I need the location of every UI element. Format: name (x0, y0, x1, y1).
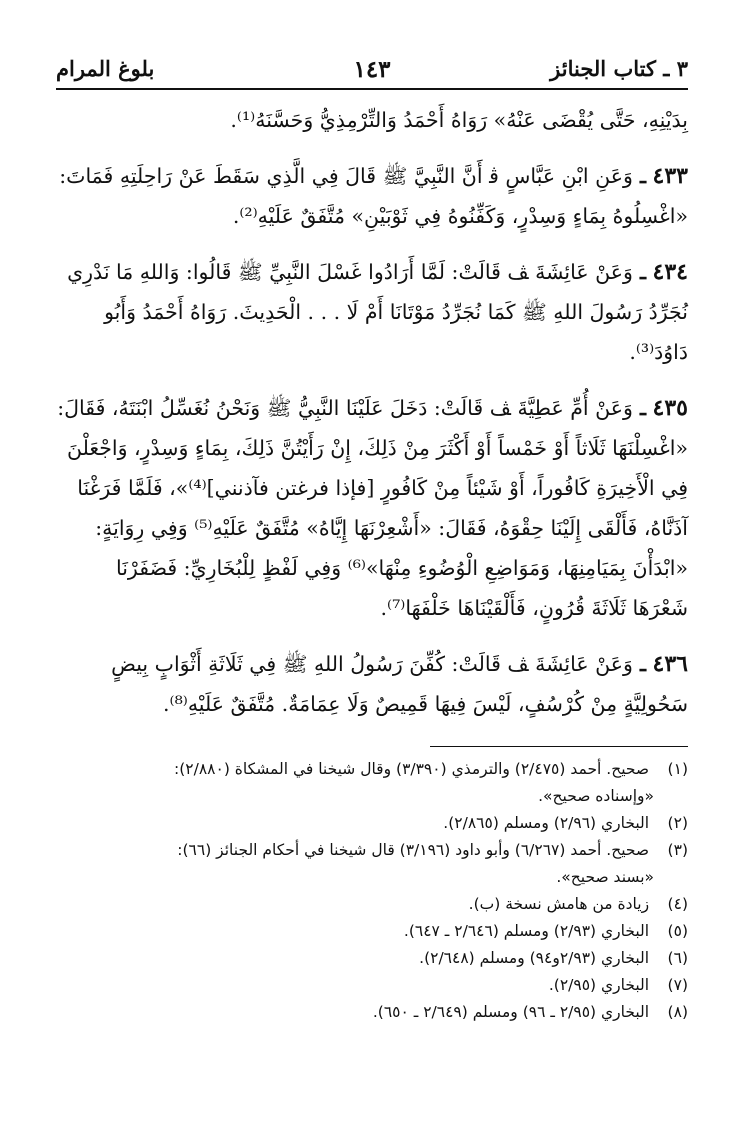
hadith-paragraph (56, 252, 688, 372)
hadith-number: ٤٣٦ (652, 651, 688, 677)
hadith-dash: ـ (632, 396, 647, 420)
footnotes (56, 756, 688, 1026)
hadith-paragraph (56, 388, 688, 628)
footnote-marker: (٧) (667, 976, 688, 994)
footnote-text: زيادة من هامش نسخة (ب). (468, 895, 650, 913)
hadith-text: وَعَنْ عَائِشَةَ ﭫ قَالَتْ: كُفِّنَ رَسُولُ اللهِ ﷺ فِي ثَلَاثَةِ أَثْوَابٍ بِيضٍ سَحُولِيَّةٍ مِنْ كُرْسُفٍ، لَيْسَ فِيهَا قَمِيصٌ وَلَا عِمَامَةٌ. مُتَّفَقٌ عَلَيْهِ⁽⁸⁾. (111, 652, 688, 716)
main-text (56, 100, 688, 740)
footnote-text: صحيح. أحمد (٢/٤٧٥) والترمذي (٣/٣٩٠) وقال شيخنا في المشكاة (٢/٨٨٠): (174, 760, 650, 778)
chapter-title: ٣ ـ كتاب الجنائز (550, 56, 688, 81)
footnote-item (56, 999, 688, 1026)
footnote-marker: (٦) (667, 949, 688, 967)
hadith-dash: ـ (632, 260, 647, 284)
footnote-item (56, 756, 688, 783)
hadith-paragraph (56, 644, 688, 724)
hadith-paragraph (56, 100, 688, 140)
hadith-text: وَعَنْ أُمِّ عَطِيَّةَ ﭫ قَالَتْ: دَخَلَ عَلَيْنَا النَّبِيُّ ﷺ وَنَحْنُ نُغَسِّلُ ابْنَتَهُ، فَقَالَ: «اغْسِلْنَهَا ثَلَاثاً أَوْ خَمْساً أَوْ أَكْثَرَ مِنْ ذَلِكَ، إِنْ رَأَيْتُنَّ ذَلِكَ، بِمَاءٍ وَسِدْرٍ، وَاجْعَلْنَ فِي الْأَخِيرَةِ كَافُوراً، أَوْ شَيْئاً مِنْ كَافُورٍ [فإذا فرغتن فآذنني]⁽⁴⁾»، فَلَمَّا فَرَغْنَا آذَنَّاهُ، فَأَلْقَى إِلَيْنَا حِقْوَهُ، فَقَالَ: «أَشْعِرْنَهَا إِيَّاهُ» مُتَّفَقٌ عَلَيْهِ⁽⁵⁾ وَفِي رِوَايَةٍ: «ابْدَأْنَ بِمَيَامِنِهَا، وَمَوَاضِعِ الْوُضُوءِ مِنْهَا»⁽⁶⁾ وَفِي لَفْظٍ لِلْبُخَارِيِّ: فَضَفَرْنَا شَعْرَهَا ثَلَاثَةَ قُرُونٍ، فَأَلْقَيْنَاهَا خَلْفَهَا⁽⁷⁾. (57, 396, 688, 620)
footnote-marker: (٢) (667, 814, 688, 832)
footnote-text: البخاري (٢/٩٣) ومسلم (٢/٦٤٦ ـ ٦٤٧). (403, 922, 650, 940)
footnote-item (56, 891, 688, 918)
footnote-text: البخاري (٢/٩٦) ومسلم (٢/٨٦٥). (443, 814, 650, 832)
hadith-dash: ـ (632, 652, 647, 676)
hadith-text: وَعَنِ ابْنِ عَبَّاسٍ ﭬ أَنَّ النَّبِيَّ ﷺ قَالَ فِي الَّذِي سَقَطَ عَنْ رَاحِلَتِهِ فَمَاتَ: «اغْسِلُوهُ بِمَاءٍ وَسِدْرٍ، وَكَفِّنُوهُ فِي ثَوْبَيْنِ» مُتَّفَقٌ عَلَيْهِ⁽²⁾. (59, 164, 688, 228)
footnote-item (56, 945, 688, 972)
footnote-text: البخاري (٢/٩٥ ـ ٩٦) ومسلم (٢/٦٤٩ ـ ٦٥٠). (372, 1003, 650, 1021)
footnote-marker: (٤) (667, 895, 688, 913)
footnote-continuation: «بسند صحيح». (556, 868, 654, 886)
hadith-number: ٤٣٣ (652, 163, 688, 189)
footnote-divider (430, 746, 688, 747)
footnote-marker: (١) (667, 760, 688, 778)
hadith-dash: ـ (632, 164, 647, 188)
page-number: ١٤٣ (353, 56, 391, 83)
footnote-text: صحيح. أحمد (٦/٢٦٧) وأبو داود (٣/١٩٦) قال شيخنا في أحكام الجنائز (٦٦): (177, 841, 650, 859)
hadith-text: وَعَنْ عَائِشَةَ ﭫ قَالَتْ: لَمَّا أَرَادُوا غَسْلَ النَّبِيِّ ﷺ قَالُوا: وَاللهِ مَا نَدْرِي نُجَرِّدُ رَسُولَ اللهِ ﷺ كَمَا نُجَرِّدُ مَوْتَانَا أَمْ لَا . . . الْحَدِيثَ. رَوَاهُ أَحْمَدُ وَأَبُو دَاوُدَ⁽³⁾. (67, 260, 688, 364)
hadith-number: ٤٣٤ (652, 259, 688, 285)
footnote-marker: (٣) (667, 841, 688, 859)
footnote-item (56, 810, 688, 837)
footnote-continuation: «وإسناده صحيح». (538, 787, 654, 805)
page-header (56, 52, 688, 90)
hadith-number: ٤٣٥ (652, 395, 688, 421)
book-title: بلوغ المرام (56, 56, 155, 81)
hadith-paragraph (56, 156, 688, 236)
footnote-text: البخاري (٢/٩٣و٩٤) ومسلم (٢/٦٤٨). (419, 949, 650, 967)
footnote-item (56, 972, 688, 999)
footnote-marker: (٨) (667, 1003, 688, 1021)
footnote-marker: (٥) (667, 922, 688, 940)
footnote-item (56, 837, 688, 864)
footnote-item (56, 918, 688, 945)
hadith-text: بِدَيْنِهِ، حَتَّى يُقْضَى عَنْهُ» رَوَاهُ أَحْمَدُ وَالتِّرْمِذِيُّ وَحَسَّنَهُ⁽¹⁾. (230, 108, 688, 132)
footnote-text: البخاري (٢/٩٥). (548, 976, 650, 994)
